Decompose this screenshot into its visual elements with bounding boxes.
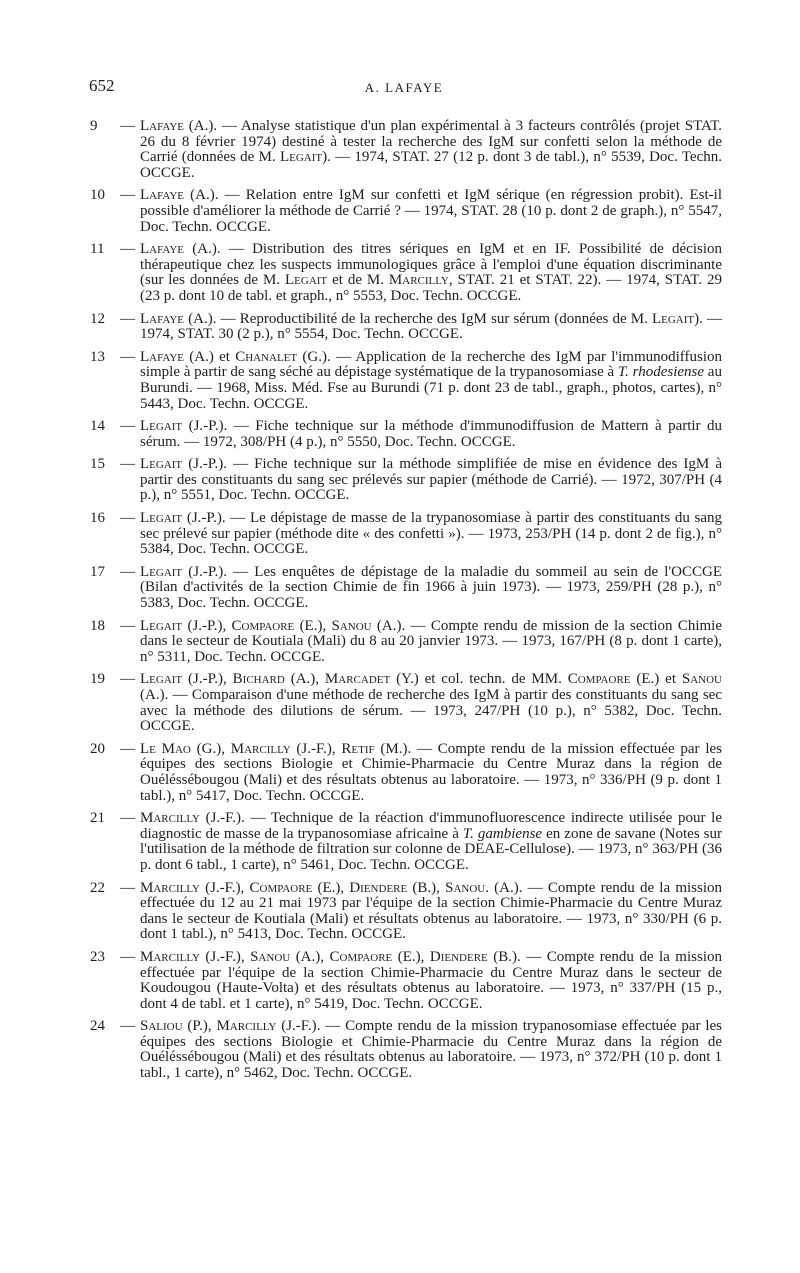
author-name: Sanou (A.) xyxy=(140,671,722,703)
author-name: Legait (J.-P.) xyxy=(140,418,224,435)
reference-text: . — Distribution des titres sériques en IgM et en IF. Possibilité de décision thérapeutique chez les suspects immunologiques grâce à l'emploi d'une équation discriminante (sur les données de M. xyxy=(140,241,722,289)
author-name: Legait (J.-P.) xyxy=(140,510,222,527)
entry-number: 10 xyxy=(90,187,105,204)
bibliography-entry xyxy=(90,811,722,873)
entry-number: 20 xyxy=(90,740,105,757)
entry-dash: — xyxy=(120,118,135,134)
entry-text xyxy=(140,1019,722,1081)
author-name: Marcilly (J.-F.), Compaore (E.), Diendere (B.), Sanou. (A.) xyxy=(140,879,519,896)
entry-dash: — xyxy=(120,348,135,365)
reference-text: . — Compte rendu de la mission effectuée du 12 au 21 mai 1973 par l'équipe de la section Chimie-Pharmacie du Centre Muraz dans le secteur de Koutiala (Mali) et résultats obtenus au laboratoire. — 1973, n° 330/PH (6 p. dont 1 tabl.), n° 5413, Doc. Techn. OCCGE. xyxy=(140,879,722,943)
bibliography-entry xyxy=(90,742,722,804)
entry-number: 21 xyxy=(90,810,105,827)
bibliography-entry xyxy=(90,350,722,412)
entry-text xyxy=(140,457,722,504)
entry-text xyxy=(140,350,722,412)
reference-text: ). — 1974, STAT. 30 (2 p.), n° 5554, Doc. Techn. OCCGE. xyxy=(140,310,723,343)
page-header xyxy=(89,76,719,100)
bibliography-entry xyxy=(90,672,722,734)
entry-number: 22 xyxy=(90,879,105,896)
bibliography-entry xyxy=(90,511,722,558)
entry-dash: — xyxy=(120,879,135,896)
bibliography-entry xyxy=(90,457,722,504)
reference-text: et de M. xyxy=(327,272,389,289)
entry-number: 12 xyxy=(90,310,105,327)
entry-text xyxy=(140,619,722,666)
entry-number: 18 xyxy=(90,617,105,634)
bibliography-entry xyxy=(90,619,722,666)
author-name: Legait (J.-P.) xyxy=(140,563,224,580)
author-name: Legait (J.-P.), Compaore (E.), Sanou (A.) xyxy=(140,617,402,634)
reference-text: . — Compte rendu de la mission effectuée par l'équipe de la section Chimie-Pharmacie du Centre Muraz dans le secteur de Koudougou (Haute-Volta) et des résultats obtenus au laboratoire. — 1973, n° 337/PH (15 p., dont 4 de tabl. et 1 carte), n° 5419, Doc. Techn. OCCGE. xyxy=(140,948,722,1012)
entry-number: 14 xyxy=(90,418,105,435)
reference-text: . — Fiche technique sur la méthode d'immunodiffusion de Mattern à partir du sérum. — 1972, 308/PH (4 p.), n° 5550, Doc. Techn. OCCGE. xyxy=(140,418,723,450)
entry-text xyxy=(140,312,722,343)
reference-text: et xyxy=(213,348,236,365)
author-name: Marcilly xyxy=(388,272,449,289)
bibliography-entry xyxy=(90,881,722,943)
reference-text: . — Le dépistage de masse de la trypanosomiase à partir des constituants du sang sec prélevé sur papier (méthode dite « des confetti »). — 1973, 253/PH (14 p. dont 2 de fig.), n° 5384, Doc. Techn. OCCGE. xyxy=(140,510,723,558)
author-name: Chanalet (G.) xyxy=(235,348,327,365)
author-name: Lafaye (A.) xyxy=(140,310,213,327)
author-name: Legait xyxy=(285,272,328,289)
entry-dash: — xyxy=(120,740,135,757)
entry-number: 24 xyxy=(90,1018,105,1035)
entry-text xyxy=(140,242,722,304)
entry-dash: — xyxy=(120,418,135,435)
entry-text xyxy=(140,119,722,181)
author-name: Legait (J.-P.) xyxy=(140,456,224,473)
bibliography-entry xyxy=(90,312,722,343)
reference-text: . — Comparaison d'une méthode de recherche des IgM à partir des constituants du sang sec avec la méthode des dilutions de sérum. — 1973, 247/PH (10 p.), n° 5382, Doc. Techn. OCCGE. xyxy=(140,687,722,735)
page-number: 652 xyxy=(89,76,115,95)
author-name: Lafaye (A.) xyxy=(140,241,217,258)
reference-text: . — Analyse statistique d'un plan expérimental à 3 facteurs contrôlés (projet STAT. 26 du 8 février 1974) destiné à tester la recherche des IgM sur confetti selon la méthode de Carrié (données de M. xyxy=(140,118,722,166)
author-name: Marcilly (J.-F.), Sanou (A.), Compaore (E.), Diendere (B.) xyxy=(140,948,518,965)
entry-dash: — xyxy=(120,241,135,258)
reference-text: ). — 1974, STAT. 27 (12 p. dont 3 de tabl.), n° 5539, Doc. Techn. OCCGE. xyxy=(140,149,723,181)
author-name: Legait xyxy=(651,310,695,327)
author-name: Lafaye (A.) xyxy=(140,348,214,365)
entry-dash: — xyxy=(120,563,135,580)
author-name: Marcilly (J.-F.) xyxy=(140,810,242,827)
entry-number: 11 xyxy=(90,241,105,258)
bibliography-list xyxy=(90,119,722,1089)
entry-dash: — xyxy=(120,187,135,204)
entry-dash: — xyxy=(120,456,135,473)
entry-text xyxy=(140,881,722,943)
entry-number: 15 xyxy=(90,456,105,473)
entry-text xyxy=(140,188,722,235)
bibliography-entry xyxy=(90,242,722,304)
entry-number: 19 xyxy=(90,671,105,688)
author-name: Compaore xyxy=(567,671,631,688)
author-name: Lafaye (A.) xyxy=(140,118,214,134)
entry-dash: — xyxy=(120,948,135,965)
entry-dash: — xyxy=(120,671,135,688)
reference-text: . — Compte rendu de mission de la section Chimie dans le secteur de Koutiala (Mali) du 8 au 20 janvier 1973. — 1973, 167/PH (8 p. dont 1 carte), n° 5311, Doc. Techn. OCCGE. xyxy=(140,617,723,665)
entry-number: 17 xyxy=(90,563,105,580)
entry-number: 16 xyxy=(90,510,105,527)
bibliography-entry xyxy=(90,565,722,612)
entry-dash: — xyxy=(120,1018,135,1035)
species-name: T. gambiense xyxy=(462,825,543,842)
reference-text: en zone de savane (Notes sur l'utilisation de la méthode de filtration sur colonne de DEAE-Cellulose). — 1973, n° 363/PH (36 p. dont 6 tabl., 1 carte), n° 5461, Doc. Techn. OCCGE. xyxy=(140,825,723,873)
author-name: Le Mao (G.), Marcilly (J.-F.), Retif (M.) xyxy=(140,740,408,757)
reference-text: (E.) et xyxy=(630,671,682,688)
entry-dash: — xyxy=(120,310,135,327)
entry-text xyxy=(140,742,722,804)
author-name: Legait xyxy=(279,149,323,166)
reference-text: . — Compte rendu de la mission trypanosomiase effectuée par les équipes des sections Biologie et Chimie-Pharmacie du Centre Muraz dans la région de Ouéléssébougou (Mali) et des résultats obtenus au laboratoire. — 1973, n° 372/PH (10 p. dont 1 tabl., 1 carte), n° 5462, Doc. Techn. OCCGE. xyxy=(140,1018,723,1082)
reference-text: . — Compte rendu de la mission effectuée par les équipes des sections Biologie et Chimie-Pharmacie du Centre Muraz dans la région de Ouéléssébougou (Mali) et des résultats obtenus au laboratoire. — 1973, n° 336/PH (9 p. dont 1 tabl.), n° 5417, Doc. Techn. OCCGE. xyxy=(140,740,722,804)
reference-text: . — Les enquêtes de dépistage de la maladie du sommeil au sein de l'OCCGE (Bilan d'activités de la section Chimie de fin 1966 à juin 1973). — 1973, 259/PH (28 p.), n° 5383, Doc. Techn. OCCGE. xyxy=(140,563,723,612)
entry-text xyxy=(140,950,722,1012)
bibliography-entry xyxy=(90,188,722,235)
author-name: Saliou (P.), Marcilly (J.-F.) xyxy=(140,1018,317,1035)
reference-text: . — Application de la recherche des IgM par l'immunodiffusion simple à partir de sang séché au dépistage systématique de la trypanosomiase à xyxy=(140,348,723,381)
author-name: Lafaye (A.) xyxy=(140,187,215,204)
entry-dash: — xyxy=(120,510,135,527)
reference-text: . — Reproductibilité de la recherche des IgM sur sérum (données de M. xyxy=(212,310,652,327)
reference-text: . — Fiche technique sur la méthode simplifiée de mise en évidence des IgM à partir des constituants du sang sec prélevés sur papier (méthode de Carrié). — 1972, 307/PH (4 p.), n° 5551, Doc. Techn. OCCGE. xyxy=(140,456,723,504)
entry-text xyxy=(140,511,722,558)
reference-text: , STAT. 21 et STAT. 22). — 1974, STAT. 29 (23 p. dont 10 de tabl. et graph., n° 5553, Doc. Techn. OCCGE. xyxy=(140,272,723,304)
reference-text: . — Technique de la réaction d'immunofluorescence indirecte utilisée pour le diagnostic de masse de la trypanosomiase africaine à xyxy=(140,810,722,842)
bibliography-entry xyxy=(90,1019,722,1081)
entry-text xyxy=(140,565,722,612)
reference-text: au Burundi. — 1968, Miss. Méd. Fse au Burundi (71 p. dont 23 de tabl., graph., photos, cartes), n° 5443, Doc. Techn. OCCGE. xyxy=(140,364,722,412)
entry-dash: — xyxy=(120,810,135,827)
entry-dash: — xyxy=(120,617,135,634)
running-head: A. LAFAYE xyxy=(364,80,444,95)
entry-number: 23 xyxy=(90,948,105,965)
bibliography-entry xyxy=(90,119,722,181)
entry-text xyxy=(140,672,722,734)
species-name: T. rhodesiense xyxy=(617,364,705,381)
entry-text xyxy=(140,811,722,873)
bibliography-entry xyxy=(90,419,722,450)
entry-number: 13 xyxy=(90,348,105,365)
entry-text xyxy=(140,419,722,450)
reference-text: . — Relation entre IgM sur confetti et IgM sérique (en régression probit). Est-il possible d'améliorer la méthode de Carrié ? — 1974, STAT. 28 (10 p. dont 2 de graph.), n° 5547, Doc. Techn. OCCGE. xyxy=(140,187,722,235)
entry-number: 9 xyxy=(90,118,98,134)
bibliography-entry xyxy=(90,950,722,1012)
author-name: Legait (J.-P.), Bichard (A.), Marcadet (Y.) xyxy=(140,671,419,688)
reference-text: et col. techn. de MM. xyxy=(418,671,568,688)
